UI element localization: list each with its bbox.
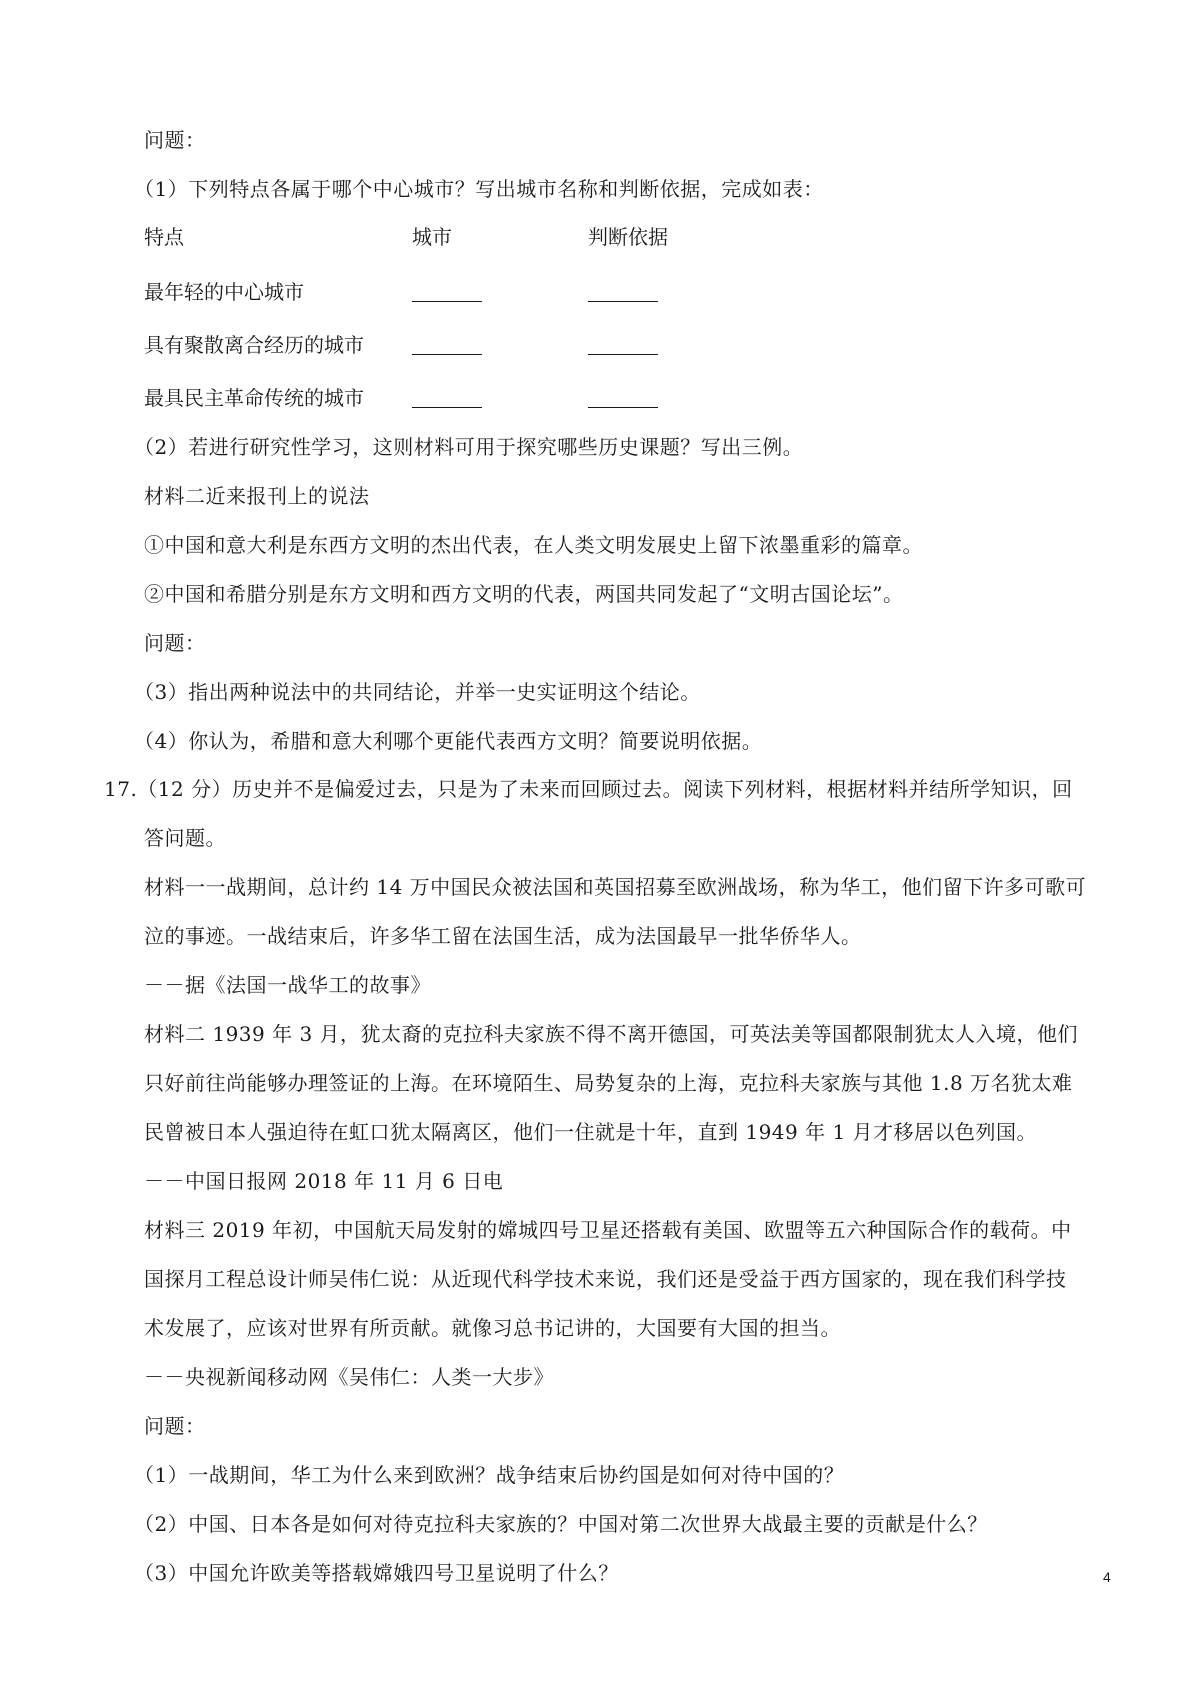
statement: ①中国和意大利是东西方文明的杰出代表，在人类文明发展史上留下浓墨重彩的篇章。 (144, 533, 923, 557)
question-16-3: （3）指出两种说法中的共同结论，并举一史实证明这个结论。 (134, 680, 701, 704)
table-header-city: 城市 (412, 225, 452, 249)
table-row-feature: 具有聚散离合经历的城市 (144, 333, 364, 357)
material-1-cont: 泣的事迹。一战结束后，许多华工留在法国生活，成为法国最早一批华侨华人。 (144, 924, 862, 948)
answer-blank[interactable] (588, 407, 658, 408)
material-3: 材料三 2019 年初，中国航天局发射的嫦城四号卫星还搭载有美国、欧盟等五六种国际合作的载荷。中 (144, 1218, 1072, 1242)
material-source: －－央视新闻移动网《吴伟仁：人类一大步》 (144, 1365, 554, 1389)
material-1: 材料一一战期间，总计约 14 万中国民众被法国和英国招募至欧洲战场，称为华工，他们留下许多可歌可 (144, 875, 1087, 899)
answer-blank[interactable] (412, 407, 482, 408)
material-2-cont: 只好前往尚能够办理签证的上海。在环境陌生、局势复杂的上海，克拉科夫家族与其他 1.8 万名犹太难 (144, 1071, 1073, 1095)
question-17-1: （1）一战期间，华工为什么来到欧洲？战争结束后协约国是如何对待中国的？ (134, 1463, 845, 1487)
material-2: 材料二 1939 年 3 月，犹太裔的克拉科夫家族不得不离开德国，可英法美等国都限制犹太人入境，他们 (144, 1022, 1079, 1046)
material-3-cont: 术发展了，应该对世界有所贡献。就像习总书记讲的，大国要有大国的担当。 (144, 1316, 841, 1340)
material-2-cont: 民曾被日本人强迫待在虹口犹太隔离区，他们一住就是十年，直到 1949 年 1 月才移居以色列国。 (144, 1120, 1038, 1144)
answer-blank[interactable] (588, 354, 658, 355)
answer-blank[interactable] (412, 354, 482, 355)
question-label: 问题： (144, 631, 206, 655)
question-16-1: （1）下列特点各属于哪个中心城市？写出城市名称和判断依据，完成如表： (134, 177, 824, 201)
material-source: －－据《法国一战华工的故事》 (144, 973, 431, 997)
material-source: －－中国日报网 2018 年 11 月 6 日电 (144, 1169, 504, 1193)
statement: ②中国和希腊分别是东方文明和西方文明的代表，两国共同发起了“文明古国论坛”。 (144, 582, 904, 606)
question-17-2: （2）中国、日本各是如何对待克拉科夫家族的？中国对第二次世界大战最主要的贡献是什么？ (134, 1512, 988, 1536)
question-16-2: （2）若进行研究性学习，这则材料可用于探究哪些历史课题？写出三例。 (134, 435, 804, 459)
question-17-3: （3）中国允许欧美等搭载嫦娥四号卫星说明了什么？ (134, 1561, 619, 1585)
table-row-feature: 最具民主革命传统的城市 (144, 386, 364, 410)
table-header-feature: 特点 (144, 225, 184, 249)
question-16-4: （4）你认为，希腊和意大利哪个更能代表西方文明？简要说明依据。 (134, 729, 763, 753)
question-17-intro-cont: 答问题。 (144, 826, 226, 850)
question-label: 问题： (144, 1414, 206, 1438)
table-header-basis: 判断依据 (588, 225, 668, 249)
answer-blank[interactable] (588, 301, 658, 302)
answer-blank[interactable] (412, 301, 482, 302)
material-3-cont: 国探月工程总设计师吴伟仁说：从近现代科学技术来说，我们还是受益于西方国家的，现在我们科学技 (144, 1267, 1067, 1291)
material-title: 材料二近来报刊上的说法 (144, 484, 370, 508)
question-17-intro: 17.（12 分）历史并不是偏爱过去，只是为了未来而回顾过去。阅读下列材料，根据材料并结所学知识，回 (104, 777, 1073, 801)
table-row-feature: 最年轻的中心城市 (144, 280, 304, 304)
page-number: 4 (1103, 1569, 1111, 1585)
question-label: 问题： (144, 128, 206, 152)
